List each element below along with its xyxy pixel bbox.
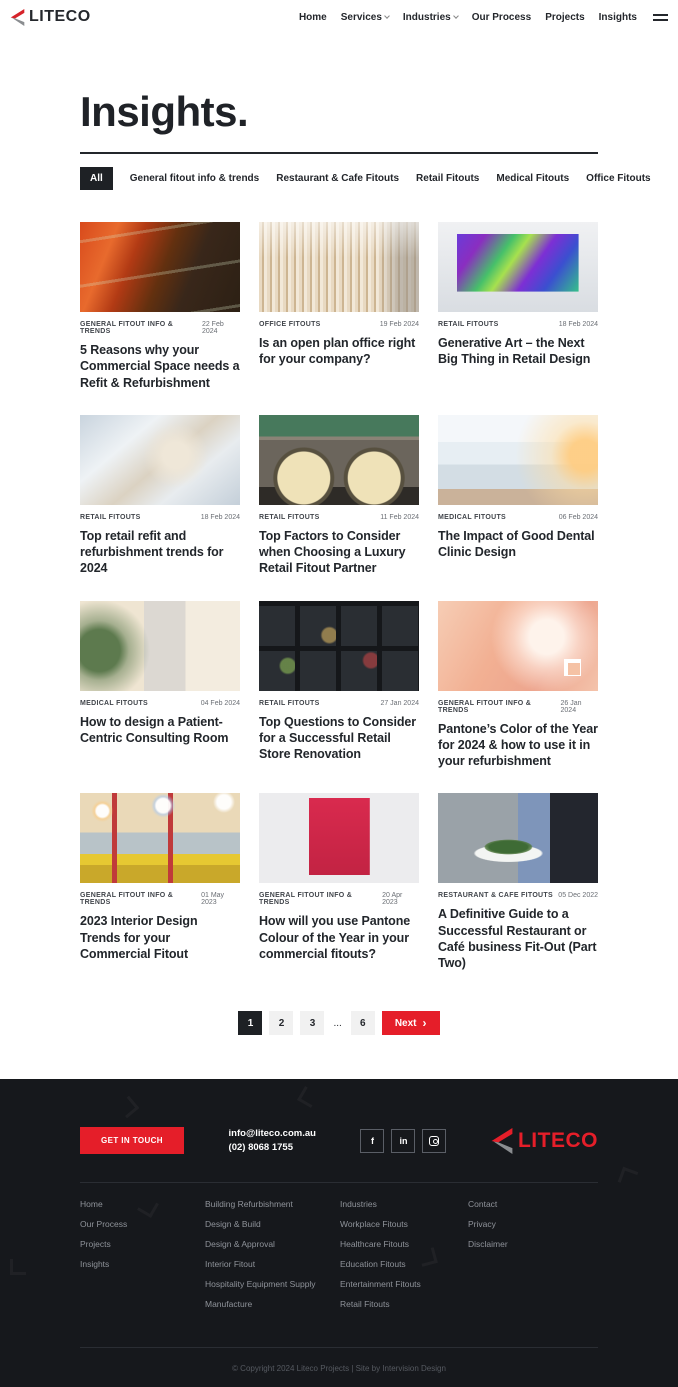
- footer-column-services: [205, 1199, 340, 1318]
- article-date: 01 May 2023: [201, 892, 225, 907]
- article-date: 26 Jan 2024: [560, 699, 582, 714]
- decorative-arrow: [618, 1167, 639, 1188]
- footer-column-pages: [80, 1199, 205, 1318]
- copyright-text: © Copyright 2024 Liteco Projects | Site by Intervision Design: [232, 1363, 446, 1373]
- footer-link[interactable]: Retail Fitouts: [340, 1298, 390, 1309]
- footer-link[interactable]: Projects: [80, 1239, 111, 1250]
- next-page-button[interactable]: Next ›: [382, 1011, 440, 1035]
- liteco-logo[interactable]: [10, 8, 91, 26]
- footer-link[interactable]: Home: [80, 1199, 103, 1210]
- article-image: [80, 415, 240, 505]
- article-grid: [80, 222, 598, 971]
- article-title: The Impact of Good Dental Clinic Design: [438, 528, 595, 559]
- filter-all[interactable]: All: [80, 167, 113, 190]
- article-category: RETAIL FITOUTS: [259, 699, 320, 707]
- footer-link[interactable]: Manufacture: [205, 1298, 253, 1309]
- article-card[interactable]: [259, 222, 419, 391]
- article-image: [80, 793, 240, 883]
- article-category: GENERAL FITOUT INFO & TRENDS: [259, 892, 353, 907]
- article-title: How will you use Pantone Colour of the Year in your commercial fitouts?: [259, 914, 411, 961]
- article-card[interactable]: [80, 601, 240, 770]
- liteco-chevron-icon: [491, 1128, 513, 1154]
- footer-link[interactable]: Design & Approval: [205, 1239, 275, 1250]
- article-card[interactable]: [80, 793, 240, 971]
- filter-office[interactable]: Office Fitouts: [586, 173, 651, 184]
- article-date: 19 Feb 2024: [379, 321, 419, 328]
- article-title: Generative Art – the Next Big Thing in Retail Design: [438, 336, 591, 367]
- footer-link[interactable]: Our Process: [80, 1219, 128, 1230]
- facebook-icon[interactable]: f: [360, 1129, 384, 1153]
- article-image: [438, 222, 598, 312]
- article-image: [259, 601, 419, 691]
- footer-divider-bottom: [80, 1347, 598, 1348]
- nav-industries[interactable]: Industries: [403, 12, 458, 23]
- pagination: [80, 1011, 598, 1035]
- article-title: Is an open plan office right for your company?: [259, 336, 416, 367]
- footer-column-legal: [468, 1199, 598, 1318]
- filter-retail[interactable]: Retail Fitouts: [416, 173, 480, 184]
- footer-link[interactable]: Industries: [340, 1199, 377, 1210]
- article-card[interactable]: [438, 415, 598, 577]
- footer-contact: [229, 1128, 316, 1153]
- footer-link[interactable]: Privacy: [468, 1219, 496, 1230]
- main-content: [80, 88, 651, 1035]
- article-card[interactable]: [259, 793, 419, 971]
- linkedin-icon[interactable]: in: [391, 1129, 415, 1153]
- site-header: [0, 0, 678, 34]
- decorative-arrow: [117, 1096, 140, 1119]
- footer-link[interactable]: Entertainment Fitouts: [340, 1278, 421, 1289]
- article-card[interactable]: [438, 601, 598, 770]
- footer-link[interactable]: Interior Fitout: [205, 1258, 256, 1269]
- article-card[interactable]: [259, 415, 419, 577]
- article-title: Top Factors to Consider when Choosing a Luxury Retail Fitout Partner: [259, 528, 406, 576]
- article-image: [259, 415, 419, 505]
- footer-link[interactable]: Insights: [80, 1258, 110, 1269]
- footer-link[interactable]: Education Fitouts: [340, 1258, 406, 1269]
- article-date: 20 Apr 2023: [382, 892, 403, 907]
- article-title: 2023 Interior Design Trends for your Commercial Fitout: [80, 914, 198, 961]
- article-date: 18 Feb 2024: [200, 513, 240, 521]
- article-category: GENERAL FITOUT INFO & TRENDS: [80, 892, 174, 907]
- article-image: [80, 222, 240, 312]
- decorative-arrow: [297, 1086, 319, 1108]
- article-card[interactable]: [438, 793, 598, 971]
- article-image: [80, 601, 240, 691]
- social-links: [360, 1129, 446, 1153]
- chevron-right-icon: ›: [422, 1016, 427, 1031]
- article-category: GENERAL FITOUT INFO & TRENDS: [438, 699, 532, 714]
- article-image: [438, 793, 598, 883]
- footer-logo-text: LITECO: [517, 1128, 598, 1152]
- article-category: RESTAURANT & CAFE FITOUTS: [438, 892, 553, 900]
- logo-text: LITECO: [29, 8, 91, 25]
- chevron-down-icon: [384, 13, 390, 19]
- page-title: Insights.: [80, 88, 249, 135]
- footer-link[interactable]: Design & Build: [205, 1219, 261, 1230]
- article-title: Top retail refit and refurbishment trends for 2024: [80, 528, 224, 576]
- page-ellipsis: ...: [333, 1017, 342, 1029]
- filter-restaurant-cafe[interactable]: Restaurant & Cafe Fitouts: [276, 173, 400, 184]
- article-card[interactable]: [259, 601, 419, 770]
- article-date: 27 Jan 2024: [380, 699, 419, 707]
- footer-top: [80, 1127, 598, 1154]
- get-in-touch-button[interactable]: GET IN TOUCH: [80, 1127, 184, 1154]
- article-card[interactable]: [80, 222, 240, 391]
- article-image: [438, 415, 598, 505]
- footer-link[interactable]: Workplace Fitouts: [340, 1219, 408, 1230]
- title-divider: [80, 152, 598, 154]
- decorative-arrow: [10, 1259, 26, 1275]
- nav-projects[interactable]: Projects: [545, 11, 585, 23]
- article-card[interactable]: [438, 222, 598, 391]
- instagram-glyph: [429, 1136, 439, 1146]
- footer-link[interactable]: Contact: [468, 1199, 498, 1210]
- nav-home[interactable]: Home: [298, 11, 327, 23]
- footer-link-columns: [80, 1199, 598, 1318]
- article-date: 22 Feb 2024: [201, 321, 224, 335]
- page-3-button[interactable]: 3: [300, 1011, 324, 1035]
- footer-liteco-logo[interactable]: [491, 1128, 598, 1154]
- article-card[interactable]: [80, 415, 240, 577]
- page-1-button[interactable]: 1: [238, 1011, 262, 1035]
- category-filter-bar: [80, 167, 651, 190]
- footer-link[interactable]: Disclaimer: [468, 1239, 508, 1250]
- footer-divider: [80, 1182, 598, 1183]
- page-2-button[interactable]: 2: [269, 1011, 293, 1035]
- article-title: A Definitive Guide to a Successful Restaurant or Café business Fit-Out (Part Two): [438, 907, 597, 970]
- instagram-icon[interactable]: [422, 1129, 446, 1153]
- article-image: [438, 601, 598, 691]
- article-date: 06 Feb 2024: [558, 513, 598, 521]
- article-category: RETAIL FITOUTS: [259, 513, 320, 521]
- article-title: How to design a Patient-Centric Consulting Room: [80, 714, 229, 745]
- article-title: Pantone’s Color of the Year for 2024 & how to use it in your refurbishment: [438, 721, 598, 768]
- article-date: 11 Feb 2024: [380, 513, 419, 521]
- nav-services[interactable]: Services: [341, 12, 389, 23]
- site-footer: [0, 1079, 678, 1386]
- article-category: GENERAL FITOUT INFO & TRENDS: [80, 321, 174, 335]
- article-title: 5 Reasons why your Commercial Space needs a Refit & Refurbishment: [80, 343, 240, 390]
- nav-our-process[interactable]: Our Process: [471, 11, 532, 23]
- article-category: MEDICAL FITOUTS: [438, 513, 507, 521]
- footer-link[interactable]: Healthcare Fitouts: [340, 1239, 409, 1250]
- main-nav: [299, 11, 668, 24]
- footer-email[interactable]: info@liteco.com.au: [228, 1128, 316, 1140]
- article-date: 04 Feb 2024: [200, 699, 240, 707]
- filter-medical[interactable]: Medical Fitouts: [496, 173, 570, 184]
- page-6-button[interactable]: 6: [351, 1011, 375, 1035]
- article-category: MEDICAL FITOUTS: [80, 699, 149, 707]
- footer-column-industries: [340, 1199, 468, 1318]
- article-date: 05 Dec 2022: [558, 892, 598, 900]
- liteco-chevron-icon: [10, 9, 25, 26]
- footer-link[interactable]: Hospitality Equipment Supply: [205, 1278, 316, 1289]
- article-title: Top Questions to Consider for a Successful Retail Store Renovation: [259, 714, 416, 761]
- article-image: [259, 793, 419, 883]
- article-category: OFFICE FITOUTS: [259, 321, 321, 328]
- article-category: RETAIL FITOUTS: [438, 321, 499, 328]
- article-category: RETAIL FITOUTS: [80, 513, 141, 521]
- menu-icon[interactable]: [653, 11, 668, 24]
- footer-link[interactable]: Building Refurbishment: [205, 1199, 293, 1210]
- article-date: 18 Feb 2024: [558, 321, 598, 328]
- chevron-down-icon: [453, 13, 459, 19]
- footer-phone[interactable]: (02) 8068 1755: [228, 1142, 293, 1154]
- nav-insights[interactable]: Insights: [598, 11, 637, 23]
- article-image: [259, 222, 419, 312]
- filter-general-fitout[interactable]: General fitout info & trends: [129, 173, 260, 184]
